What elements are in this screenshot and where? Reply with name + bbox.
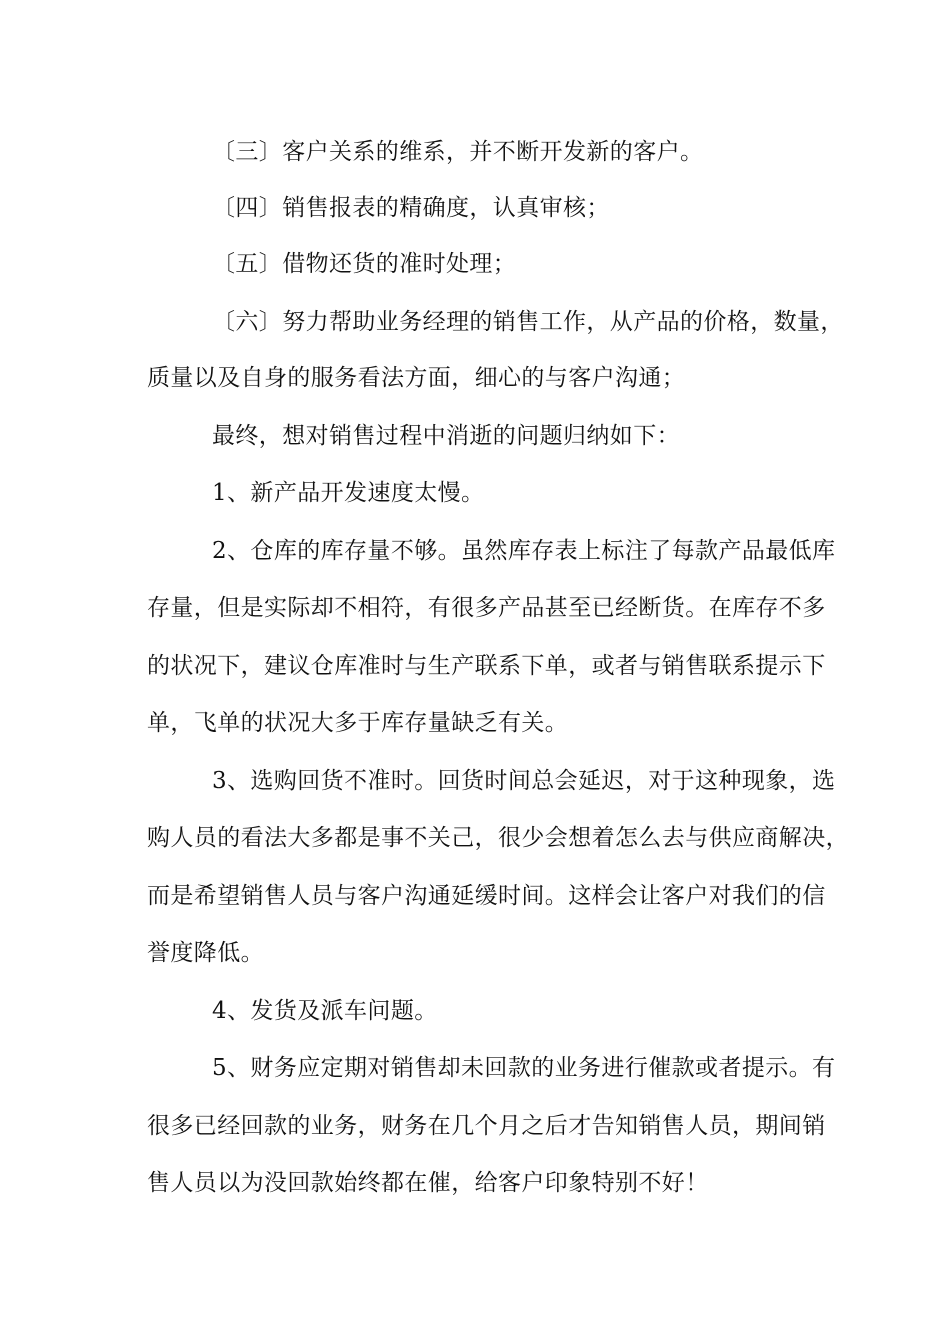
- problem-item-3-line-4: 誉度降低。: [147, 940, 264, 966]
- problem-item-5-line-2: 很多已经回款的业务，财务在几个月之后才告知销售人员，期间销: [147, 1113, 826, 1139]
- problem-item-2-line-4: 单，飞单的状况大多于库存量缺乏有关。: [147, 710, 569, 736]
- problem-item-2-line-3: 的状况下，建议仓库准时与生产联系下单，或者与销售联系提示下: [147, 653, 826, 679]
- list-item-6: 〔六〕努力帮助业务经理的销售工作，从产品的价格，数量，: [212, 309, 844, 335]
- problem-item-2-line-2: 存量，但是实际却不相符，有很多产品甚至已经断货。在库存不多: [147, 595, 826, 621]
- list-item-6-continued: 质量以及自身的服务看法方面，细心的与客户沟通；: [147, 365, 686, 391]
- problem-item-5-line-3: 售人员以为没回款始终都在催，给客户印象特别不好！: [147, 1170, 709, 1196]
- problem-item-3: 3、选购回货不准时。回货时间总会延迟，对于这种现象，选: [212, 768, 836, 794]
- problem-item-3-line-3: 而是希望销售人员与客户沟通延缓时间。这样会让客户对我们的信: [147, 883, 826, 909]
- list-item-3: 〔三〕客户关系的维系，并不断开发新的客户。: [212, 139, 704, 165]
- problem-item-2: 2、仓库的库存量不够。虽然库存表上标注了每款产品最低库: [212, 538, 836, 564]
- problem-item-3-line-2: 购人员的看法大多都是事不关己，很少会想着怎么去与供应商解决，: [147, 825, 849, 851]
- problem-item-1: 1、新产品开发速度太慢。: [212, 480, 485, 506]
- problem-item-5: 5、财务应定期对销售却未回款的业务进行催款或者提示。有: [212, 1055, 836, 1081]
- list-item-5: 〔五〕借物还货的准时处理；: [212, 251, 517, 277]
- problem-item-4: 4、发货及派车问题。: [212, 998, 438, 1024]
- list-item-4: 〔四〕销售报表的精确度，认真审核；: [212, 195, 610, 221]
- summary-intro: 最终，想对销售过程中消逝的问题归纳如下：: [212, 423, 680, 449]
